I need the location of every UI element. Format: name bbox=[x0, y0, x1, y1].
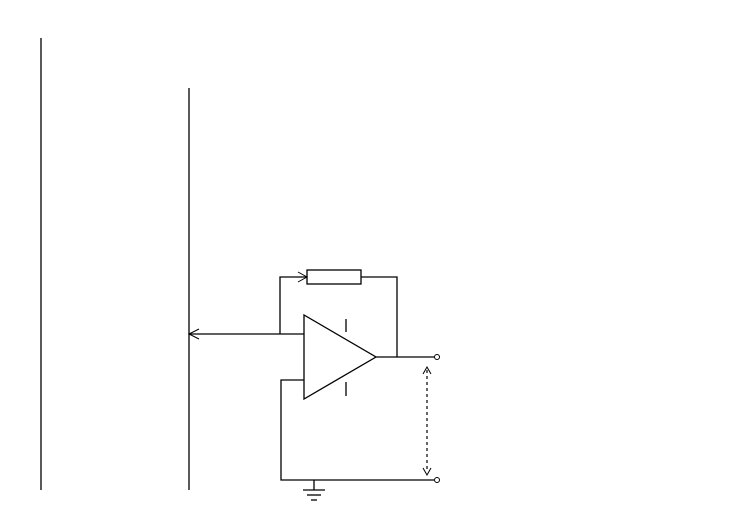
output-terminal bbox=[435, 355, 440, 360]
feedback-resistor-r1 bbox=[307, 270, 361, 284]
feedback-wire-right bbox=[361, 277, 397, 357]
ground-terminal bbox=[435, 478, 440, 483]
feedback-wire-left bbox=[280, 277, 307, 334]
vout-arrow-down-icon bbox=[423, 468, 431, 475]
op-amp-triangle bbox=[304, 315, 376, 399]
